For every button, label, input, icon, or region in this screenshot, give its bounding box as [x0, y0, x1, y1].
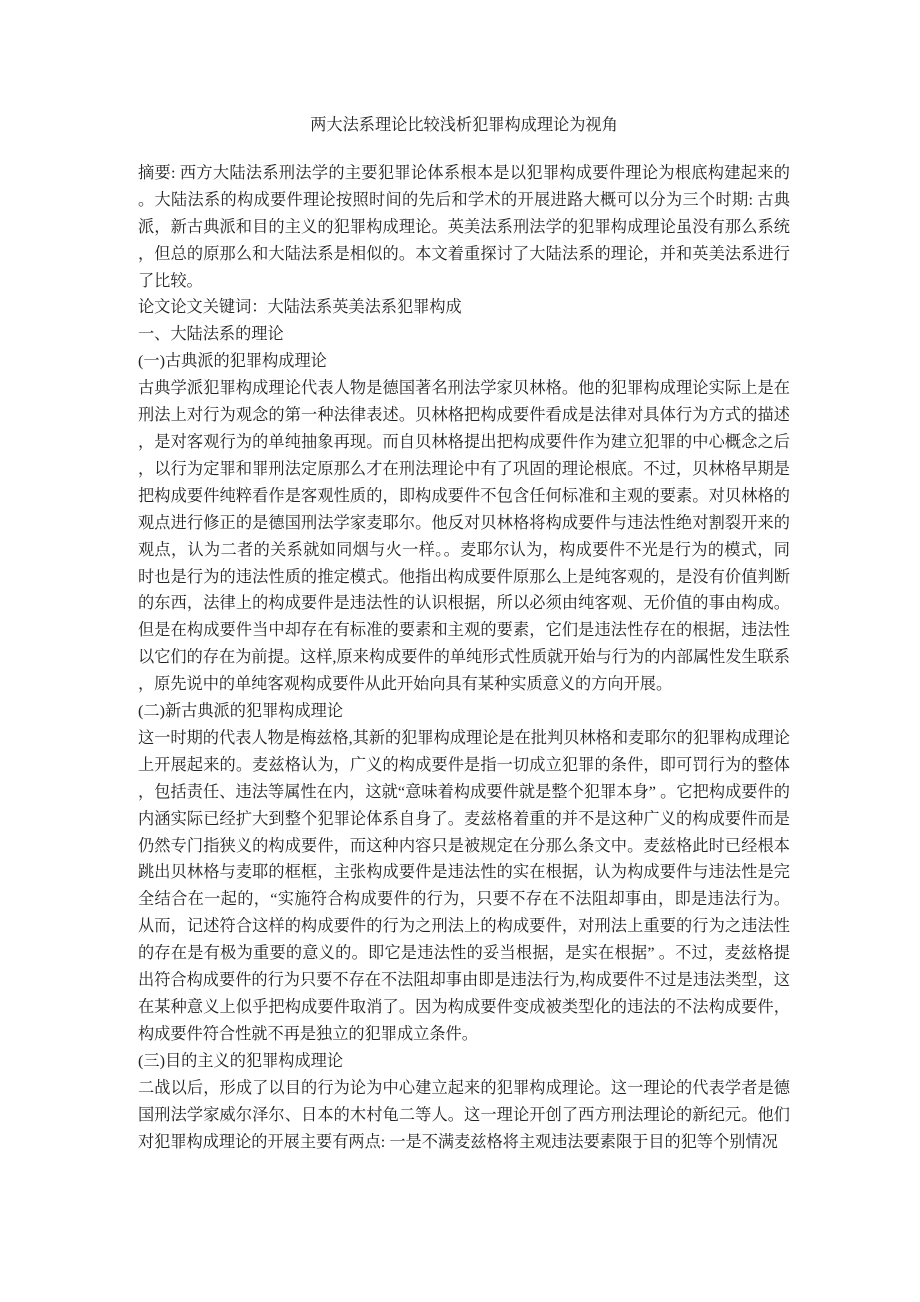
paragraph-teleological-theory: 二战以后，形成了以目的行为论为中心建立起来的犯罪构成理论。这一理论的代表学者是德国刑法学家威尔泽尔、日本的木村龟二等人。这一理论开创了西方刑法理论的新纪元。他们对犯罪构成理论的开展主要有两点: 一是不满麦兹格将主观违法要素限于目的犯等个别情况 — [138, 1078, 790, 1151]
paragraph-neoclassical-theory: 这一时期的代表人物是梅兹格,其新的犯罪构成理论是在批判贝林格和麦耶尔的犯罪构成理论上开展起来的。麦兹格认为，广义的构成要件是指一切成立犯罪的条件，即可罚行为的整体，包括责任、违法等属性在内，这就“意味着构成要件就是整个犯罪本身” 。它把构成要件的内涵实际已经扩大到整个犯罪论体系自身了。麦兹格着重的并不是这种广义的构成要件而是仍然专门指狭义的构成要件，而这种内容只是被规定在分那么条文中。麦兹格此时已经根本跳出贝林格与麦耶的框框，主张构成要件是违法性的实在根据，认为构成要件与违法性是完全结合在一起的，“实施符合构成要件的行为，只要不存在不法阻却事由，即是违法行为。从而，记述符合这样的构成要件的行为之刑法上的构成要件，对刑法上重要的行为之违法性的存在是有极为重要的意义的。即它是违法性的妥当根据，是实在根据” 。不过，麦兹格提出符合构成要件的行为只要不存在不法阻却事由即是违法行为,构成要件不过是违法类型，这在某种意义上似乎把构成要件取消了。因为构成要件变成被类型化的违法的不法构成要件，构成要件符合性就不再是独立的犯罪成立条件。 — [138, 728, 790, 1043]
abstract-paragraph: 摘要: 西方大陆法系刑法学的主要犯罪论体系根本是以犯罪构成要件理论为根底构建起来的。大陆法系的构成要件理论按照时间的先后和学术的开展进路大概可以分为三个时期: 古典派，新古典派和目的主义的犯罪构成理论。英美法系刑法学的犯罪构成理论虽没有那么系统，但总的原那么和大陆法系是相似的。本文着重探讨了大陆法系的理论，并和英美法系进行了比较。 — [138, 163, 790, 290]
subsection-heading-classical: (一)古典派的犯罪构成理论 — [138, 352, 327, 371]
paragraph-classical-theory: 古典学派犯罪构成理论代表人物是德国著名刑法学家贝林格。他的犯罪构成理论实际上是在刑法上对行为观念的第一种法律表述。贝林格把构成要件看成是法律对具体行为方式的描述，是对客观行为的单纯抽象再现。而自贝林格提出把构成要件作为建立犯罪的中心概念之后，以行为定罪和罪刑法定原那么才在刑法理论中有了巩固的理论根底。不过，贝林格早期是把构成要件纯粹看作是客观性质的，即构成要件不包含任何标准和主观的要素。对贝林格的观点进行修正的是德国刑法学家麦耶尔。他反对贝林格将构成要件与违法性绝对割裂开来的观点，认为二者的关系就如同烟与火一样。。麦耶尔认为，构成要件不光是行为的模式，同时也是行为的违法性质的推定模式。他指出构成要件原那么上是纯客观的，是没有价值判断的东西，法律上的构成要件是违法性的认识根据，所以必须由纯客观、无价值的事由构成。但是在构成要件当中却存在有标准的要素和主观的要素，它们是违法性存在的根据，违法性以它们的存在为前提。这样,原来构成要件的单纯形式性质就开始与行为的内部属性发生联系，原先说中的单纯客观构成要件从此开始向具有某种实质意义的方向开展。 — [138, 379, 790, 694]
subsection-heading-neoclassical: (二)新古典派的犯罪构成理论 — [138, 702, 344, 721]
document-title: 两大法系理论比较浅析犯罪构成理论为视角 — [310, 116, 618, 134]
keywords-line: 论文论文关键词：大陆法系英美法系犯罪构成 — [138, 298, 462, 317]
subsection-heading-teleological: (三)目的主义的犯罪构成理论 — [138, 1051, 344, 1070]
document-content — [138, 112, 790, 1155]
section-heading-mainland-theory: 一、大陆法系的理论 — [138, 325, 284, 344]
